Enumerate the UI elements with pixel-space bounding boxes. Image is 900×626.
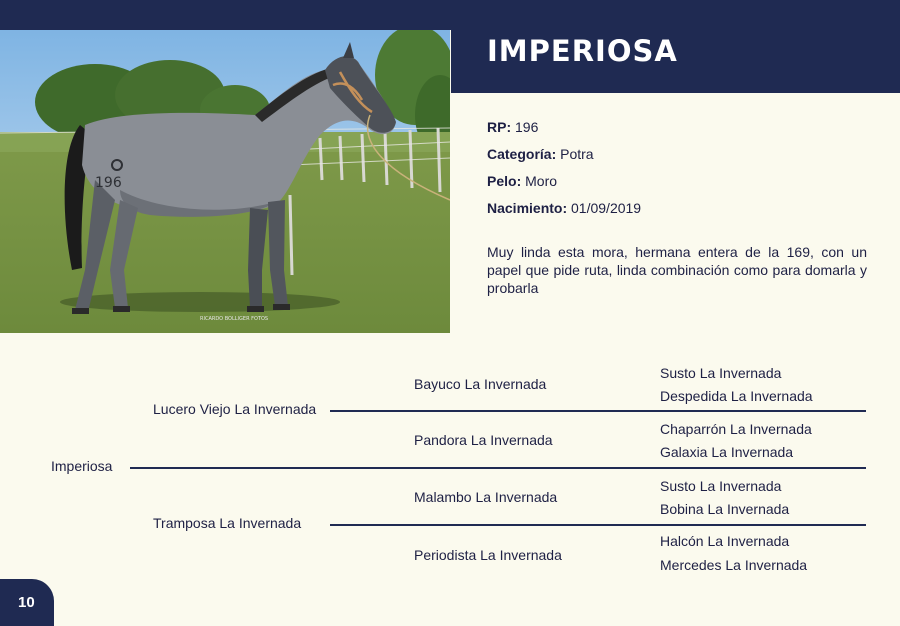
pedigree-ggp-1: Susto La Invernada bbox=[660, 365, 782, 381]
brand-mark: 196 bbox=[95, 175, 122, 191]
info-categoria bbox=[487, 146, 594, 162]
pedigree-line-dam bbox=[330, 524, 866, 526]
description: Muy linda esta mora, hermana entera de la 169, con un papel que pide ruta, linda combinación como para domarla y probarla bbox=[487, 244, 867, 296]
pedigree-ggp-6: Bobina La Invernada bbox=[660, 501, 790, 517]
page-title: IMPERIOSA bbox=[487, 34, 678, 68]
horse-photo bbox=[0, 30, 450, 333]
pedigree-ggp-5: Susto La Invernada bbox=[660, 478, 782, 494]
info-pelo bbox=[487, 173, 557, 189]
pedigree-sire-sire: Bayuco La Invernada bbox=[414, 376, 547, 392]
pelo-value: Moro bbox=[525, 173, 558, 189]
rp-value: 196 bbox=[515, 119, 539, 135]
pedigree-line-sire bbox=[330, 410, 866, 412]
horse-photo-image bbox=[0, 30, 450, 333]
photo-watermark: RICARDO BOLLIGER FOTOS bbox=[200, 316, 269, 322]
pedigree-ggp-8: Mercedes La Invernada bbox=[660, 557, 808, 573]
nacimiento-label: Nacimiento: bbox=[487, 200, 568, 216]
page-number: 10 bbox=[18, 594, 35, 611]
pedigree-ggp-4: Galaxia La Invernada bbox=[660, 444, 794, 460]
pedigree-ggp-7: Halcón La Invernada bbox=[660, 533, 790, 549]
pedigree-dam: Tramposa La Invernada bbox=[153, 515, 302, 531]
categoria-label: Categoría: bbox=[487, 146, 557, 162]
pedigree-line-subject bbox=[130, 467, 866, 469]
pedigree-dam-dam: Periodista La Invernada bbox=[414, 547, 562, 563]
pelo-label: Pelo: bbox=[487, 173, 522, 189]
pedigree-ggp-2: Despedida La Invernada bbox=[660, 388, 813, 404]
nacimiento-value: 01/09/2019 bbox=[571, 200, 642, 216]
pedigree-dam-sire: Malambo La Invernada bbox=[414, 489, 558, 505]
pedigree-ggp-3: Chaparrón La Invernada bbox=[660, 421, 812, 437]
header-bar bbox=[0, 0, 900, 30]
categoria-value: Potra bbox=[560, 146, 594, 162]
info-nacimiento bbox=[487, 200, 641, 216]
pedigree-sire: Lucero Viejo La Invernada bbox=[153, 401, 317, 417]
pedigree-sire-dam: Pandora La Invernada bbox=[414, 432, 553, 448]
info-rp bbox=[487, 119, 538, 135]
rp-label: RP: bbox=[487, 119, 512, 135]
pedigree-subject: Imperiosa bbox=[51, 458, 113, 474]
